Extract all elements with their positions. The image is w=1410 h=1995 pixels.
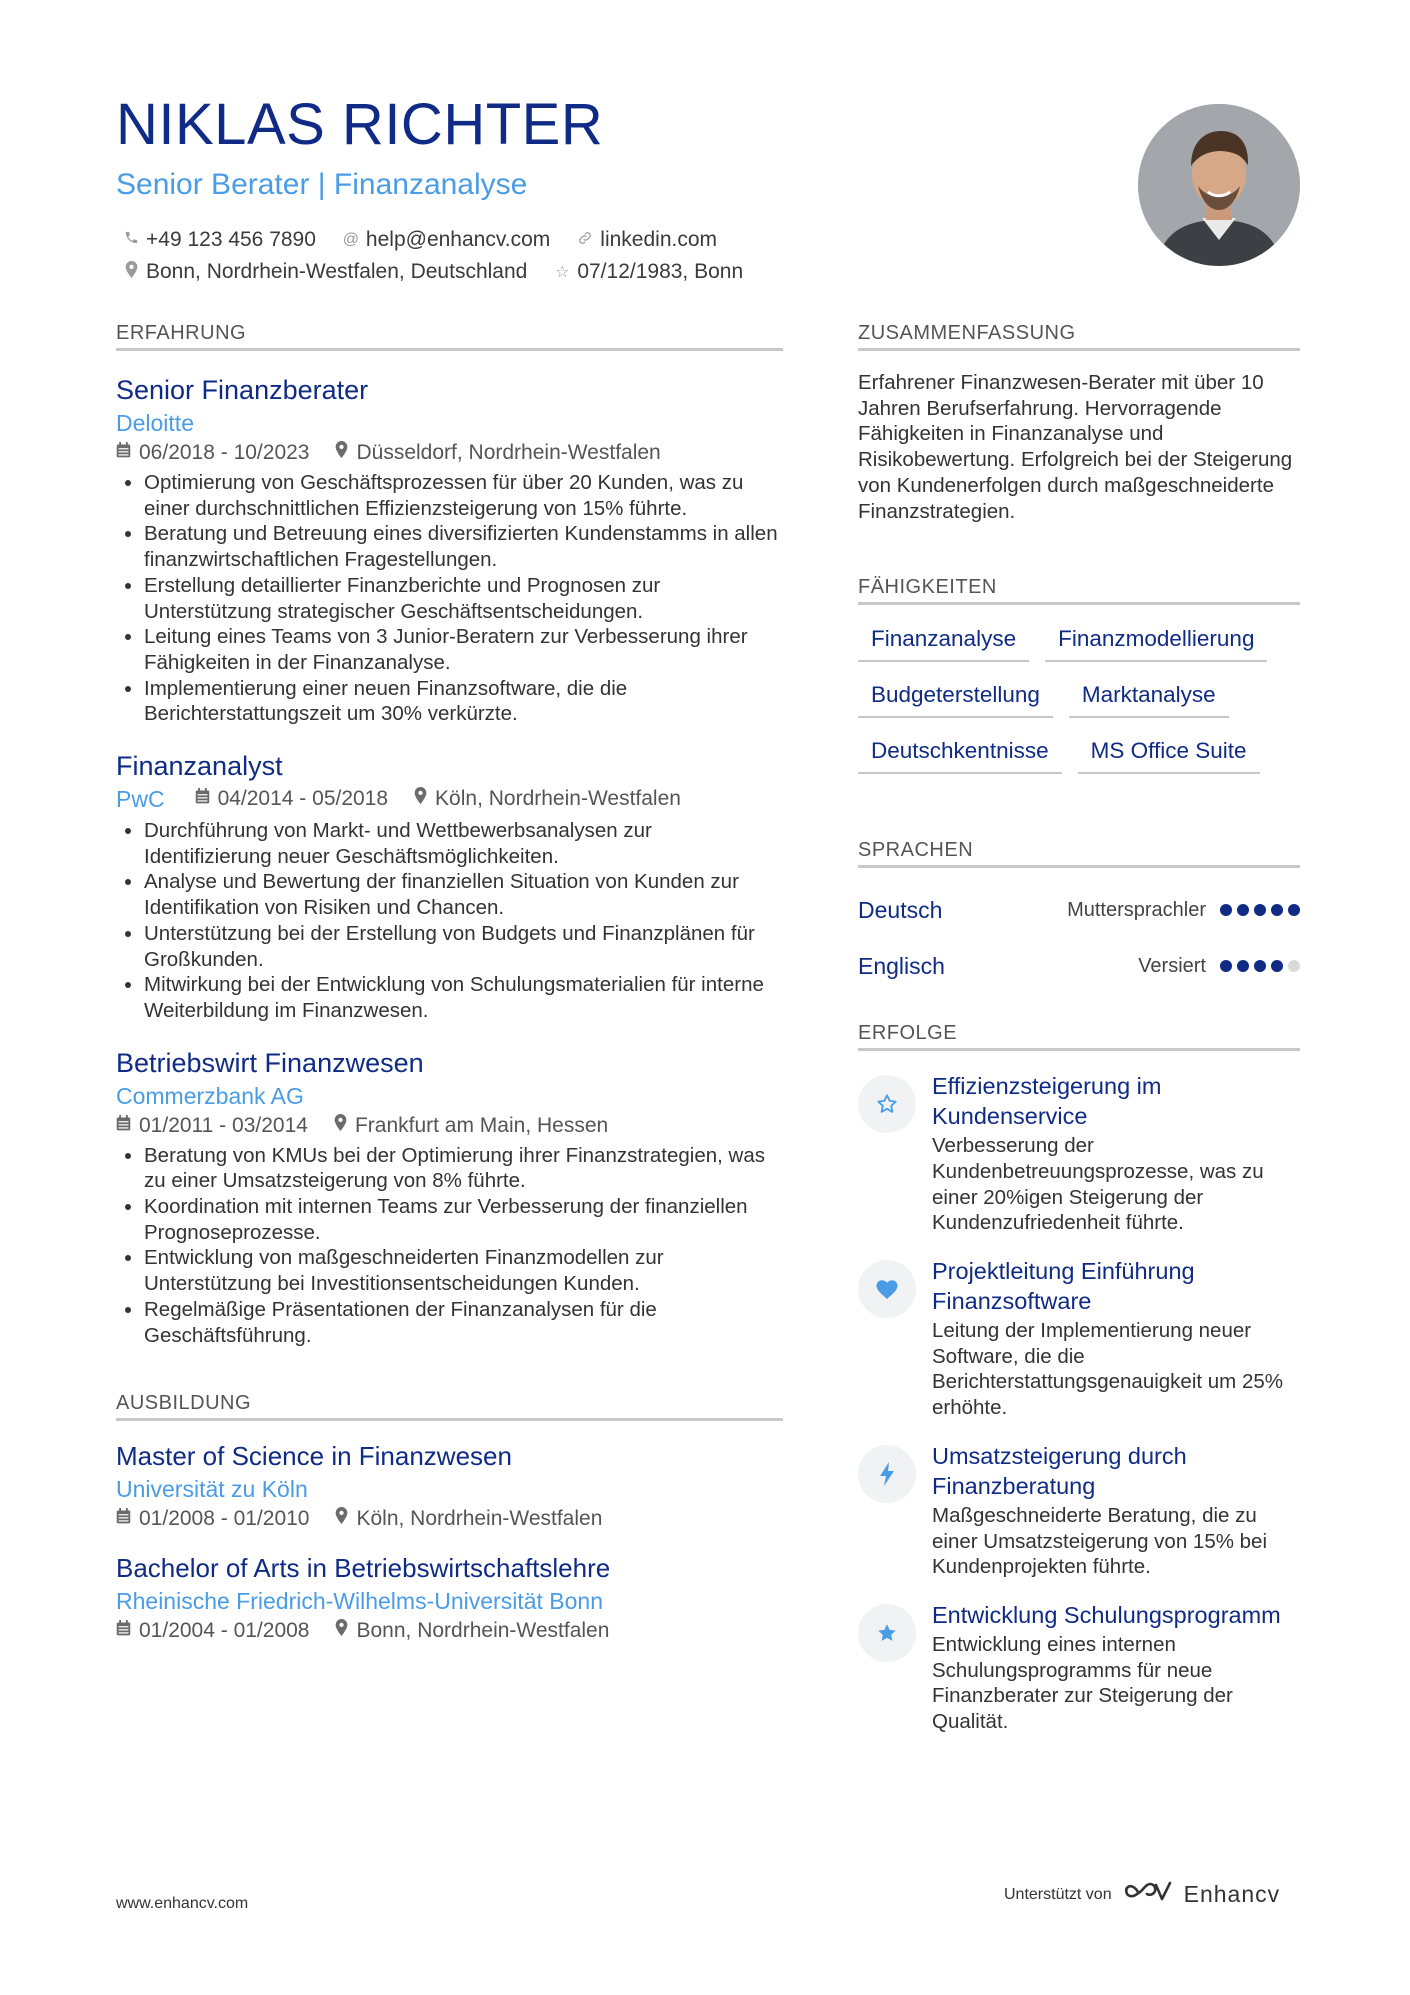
job-bullets (116, 470, 783, 727)
link-icon (576, 230, 594, 251)
star-icon (858, 1604, 916, 1662)
achievement-title: Projektleitung Einführung Finanzsoftware (932, 1258, 1195, 1315)
job-bullet: • Implementierung einer neuen Finanzsoftware, die die Berichterstattungszeit um 30% verkürzte. (144, 676, 783, 727)
language-rating (1220, 904, 1300, 916)
job-location-text: Frankfurt am Main, Hessen (354, 1113, 609, 1137)
location-pin-icon (122, 261, 140, 283)
rating-dot-filled (1288, 904, 1300, 916)
achievement-title: Umsatzsteigerung durch Finanzberatung (932, 1442, 1187, 1499)
education-heading: AUSBILDUNG (116, 1392, 783, 1421)
job-bullet: • Durchführung von Markt- und Wettbewerbsanalysen zur Identifizierung neuer Geschäftsmöglichkeiten. (144, 818, 783, 869)
job-company: PwC (116, 786, 165, 813)
candidate-title: Senior Berater | Finanzanalyse (116, 168, 528, 201)
rating-dot-filled (1271, 904, 1283, 916)
achievements-heading: ERFOLGE (858, 1022, 1300, 1051)
location-pin-icon (334, 1112, 347, 1140)
job-location-text: Düsseldorf, Nordrhein-Westfalen (356, 441, 661, 464)
calendar-icon (116, 439, 131, 467)
edu-school: Universität zu Köln (116, 1476, 308, 1503)
edu-dates (116, 1505, 309, 1533)
phone-icon (122, 230, 140, 250)
job-entry (116, 373, 783, 727)
footer-branding (1004, 1880, 1280, 1909)
candidate-name: NIKLAS RICHTER (116, 92, 604, 157)
left-column (116, 322, 783, 1645)
linkedin-contact[interactable] (576, 228, 717, 252)
rating-dot-filled (1237, 960, 1249, 972)
edu-dates-text: 01/2008 - 01/2010 (139, 1507, 310, 1531)
experience-heading: ERFAHRUNG (116, 322, 783, 351)
job-location (414, 785, 681, 813)
contact-info (122, 224, 743, 288)
language-level: Muttersprachler (1067, 898, 1206, 921)
achievement-item (858, 1441, 1300, 1580)
language-name: Englisch (858, 952, 945, 979)
achievement-title: Entwicklung Schulungsprogramm (932, 1601, 1281, 1628)
summary-text: Erfahrener Finanzwesen-Berater mit über 10 Jahren Berufserfahrung. Hervorragende Fähigkeiten in Finanzanalyse und Risikobewertung. Erfolgreich bei der Steigerung von Kundenerfolgen durch maßgeschneiderte Finanzstrategien. (858, 371, 1293, 523)
brand-name: Enhancv (1183, 1881, 1281, 1907)
powered-by-text: Unterstützt von (1004, 1885, 1112, 1903)
skill-tag: Deutschkentnisse (858, 731, 1062, 774)
language-level: Versiert (1138, 954, 1206, 977)
rating-dot-filled (1220, 904, 1232, 916)
job-bullet: • Leitung eines Teams von 3 Junior-Beratern zur Verbesserung ihrer Fähigkeiten in der Finanzanalyse. (144, 624, 783, 675)
skill-tag: MS Office Suite (1078, 731, 1260, 774)
skill-tag: Finanzanalyse (858, 619, 1029, 662)
achievement-title: Effizienzsteigerung im Kundenservice (932, 1073, 1162, 1130)
rating-dot-empty (1288, 960, 1300, 972)
job-bullet: • Mitwirkung bei der Entwicklung von Schulungsmaterialien für interne Weiterbildung im Finanzwesen. (144, 972, 783, 1023)
edu-dates-text: 01/2004 - 01/2008 (139, 1619, 310, 1643)
job-bullet: • Regelmäßige Präsentationen der Finanzanalysen für die Geschäftsführung. (144, 1297, 783, 1348)
star-outline-icon: ☆ (555, 264, 570, 281)
job-dates-text: 06/2018 - 10/2023 (139, 441, 310, 464)
job-company: Deloitte (116, 410, 194, 436)
edu-meta (116, 1617, 783, 1645)
rating-dot-filled (1254, 960, 1266, 972)
birth-text: 07/12/1983, Bonn (577, 260, 744, 283)
rating-dot-filled (1271, 960, 1283, 972)
job-bullet: • Beratung von KMUs bei der Optimierung ihrer Finanzstrategien, was zu einer Umsatzsteigerung von 8% führte. (144, 1143, 783, 1194)
job-bullet: • Erstellung detaillierter Finanzberichte und Prognosen zur Unterstützung strategischer Geschäftsentscheidungen. (144, 573, 783, 624)
skill-tag: Finanzmodellierung (1045, 619, 1267, 662)
location-pin-icon (335, 1505, 348, 1533)
skills-list (858, 619, 1300, 787)
job-bullet: • Koordination mit internen Teams zur Verbesserung der finanziellen Prognoseprozesse. (144, 1194, 783, 1245)
linkedin-text: linkedin.com (600, 228, 718, 251)
email-contact[interactable] (342, 228, 550, 252)
edu-location-text: Köln, Nordrhein-Westfalen (356, 1507, 603, 1531)
education-entry (116, 1551, 783, 1645)
achievement-item (858, 1071, 1300, 1236)
phone-contact (122, 228, 316, 252)
calendar-icon (195, 785, 210, 813)
rating-dot-filled (1220, 960, 1232, 972)
edu-location (335, 1505, 602, 1533)
language-rating (1220, 960, 1300, 972)
edu-location-text: Bonn, Nordrhein-Westfalen (356, 1619, 610, 1643)
job-company: Commerzbank AG (116, 1082, 304, 1109)
summary-heading: ZUSAMMENFASSUNG (858, 322, 1300, 351)
job-dates (116, 439, 309, 467)
job-role: Senior Finanzberater (116, 375, 369, 405)
rating-dot-filled (1237, 904, 1249, 916)
achievement-desc: Leitung der Implementierung neuer Software, die die Berichterstattungsgenauigkeit um 25% erhöhte. (932, 1319, 1283, 1420)
footer-website[interactable]: www.enhancv.com (116, 1895, 249, 1912)
job-role: Betriebswirt Finanzwesen (116, 1047, 424, 1078)
language-row (858, 938, 1300, 994)
location-pin-icon (414, 785, 427, 813)
rating-dot-filled (1254, 904, 1266, 916)
achievement-desc: Maßgeschneiderte Beratung, die zu einer Umsatzsteigerung von 15% bei Kundenprojekten führte. (932, 1503, 1268, 1579)
edu-degree: Bachelor of Arts in Betriebswirtschaftslehre (116, 1553, 611, 1584)
right-column (858, 322, 1300, 1735)
job-location (335, 439, 660, 467)
education-entry (116, 1439, 783, 1533)
job-location (334, 1112, 608, 1140)
job-dates (116, 1112, 308, 1140)
job-entry (116, 1046, 783, 1349)
job-bullet: • Entwicklung von maßgeschneiderten Finanzmodellen zur Unterstützung bei Investitionsentscheidungen Kunden. (144, 1245, 783, 1296)
skill-tag: Marktanalyse (1069, 675, 1229, 718)
job-bullet: • Optimierung von Geschäftsprozessen für über 20 Kunden, was zu einer durchschnittlichen Effizienzsteigerung von 15% führte. (144, 470, 783, 521)
language-row (858, 882, 1300, 938)
birth-contact (553, 260, 743, 284)
languages-heading: SPRACHEN (858, 839, 1300, 868)
calendar-icon (116, 1617, 131, 1645)
location-pin-icon (335, 1617, 348, 1645)
language-name: Deutsch (858, 896, 943, 923)
job-meta (116, 439, 783, 467)
phone-text: +49 123 456 7890 (146, 228, 316, 251)
skill-tag: Budgeterstellung (858, 675, 1053, 718)
skills-heading: FÄHIGKEITEN (858, 576, 1300, 605)
job-company-meta (116, 783, 783, 815)
job-location-text: Köln, Nordrhein-Westfalen (435, 787, 681, 811)
job-dates (195, 785, 388, 813)
job-meta (116, 1112, 783, 1140)
edu-location (335, 1617, 609, 1645)
edu-school: Rheinische Friedrich-Wilhelms-Universität Bonn (116, 1588, 603, 1615)
calendar-icon (116, 1112, 131, 1140)
job-bullet: • Analyse und Bewertung der finanziellen Situation von Kunden zur Identifikation von Risiken und Chancen. (144, 869, 783, 920)
job-bullet: • Unterstützung bei der Erstellung von Budgets und Finanzplänen für Großkunden. (144, 921, 783, 972)
location-text: Bonn, Nordrhein-Westfalen, Deutschland (146, 260, 528, 283)
at-icon: @ (342, 231, 360, 248)
profile-photo (1138, 104, 1300, 266)
job-entry (116, 749, 783, 1024)
edu-degree: Master of Science in Finanzwesen (116, 1441, 512, 1472)
enhancv-logo-icon (1124, 1880, 1172, 1909)
achievement-item (858, 1600, 1300, 1735)
languages-list (858, 882, 1300, 994)
job-bullets (116, 1143, 783, 1349)
job-dates-text: 04/2014 - 05/2018 (217, 787, 389, 811)
job-role: Finanzanalyst (116, 751, 283, 782)
achievement-desc: Verbesserung der Kundenbetreuungsprozesse, was zu einer 20%igen Steigerung der Kundenzufriedenheit führte. (932, 1134, 1264, 1235)
achievement-item (858, 1256, 1300, 1421)
job-bullets (116, 818, 783, 1024)
email-text: help@enhancv.com (365, 228, 551, 251)
edu-dates (116, 1617, 309, 1645)
location-pin-icon (335, 439, 348, 467)
edu-meta (116, 1505, 783, 1533)
location-contact (122, 260, 527, 284)
lightning-icon (858, 1445, 916, 1503)
calendar-icon (116, 1505, 131, 1533)
job-dates-text: 01/2011 - 03/2014 (139, 1113, 308, 1137)
star-outline-icon (858, 1075, 916, 1133)
heart-icon (858, 1260, 916, 1318)
job-meta (195, 785, 681, 813)
job-bullet: • Beratung und Betreuung eines diversifizierten Kundenstamms in allen finanzwirtschaftlichen Fragestellungen. (144, 521, 783, 572)
achievement-desc: Entwicklung eines internen Schulungsprogramms für neue Finanzberater zur Steigerung der Qualität. (932, 1632, 1233, 1734)
